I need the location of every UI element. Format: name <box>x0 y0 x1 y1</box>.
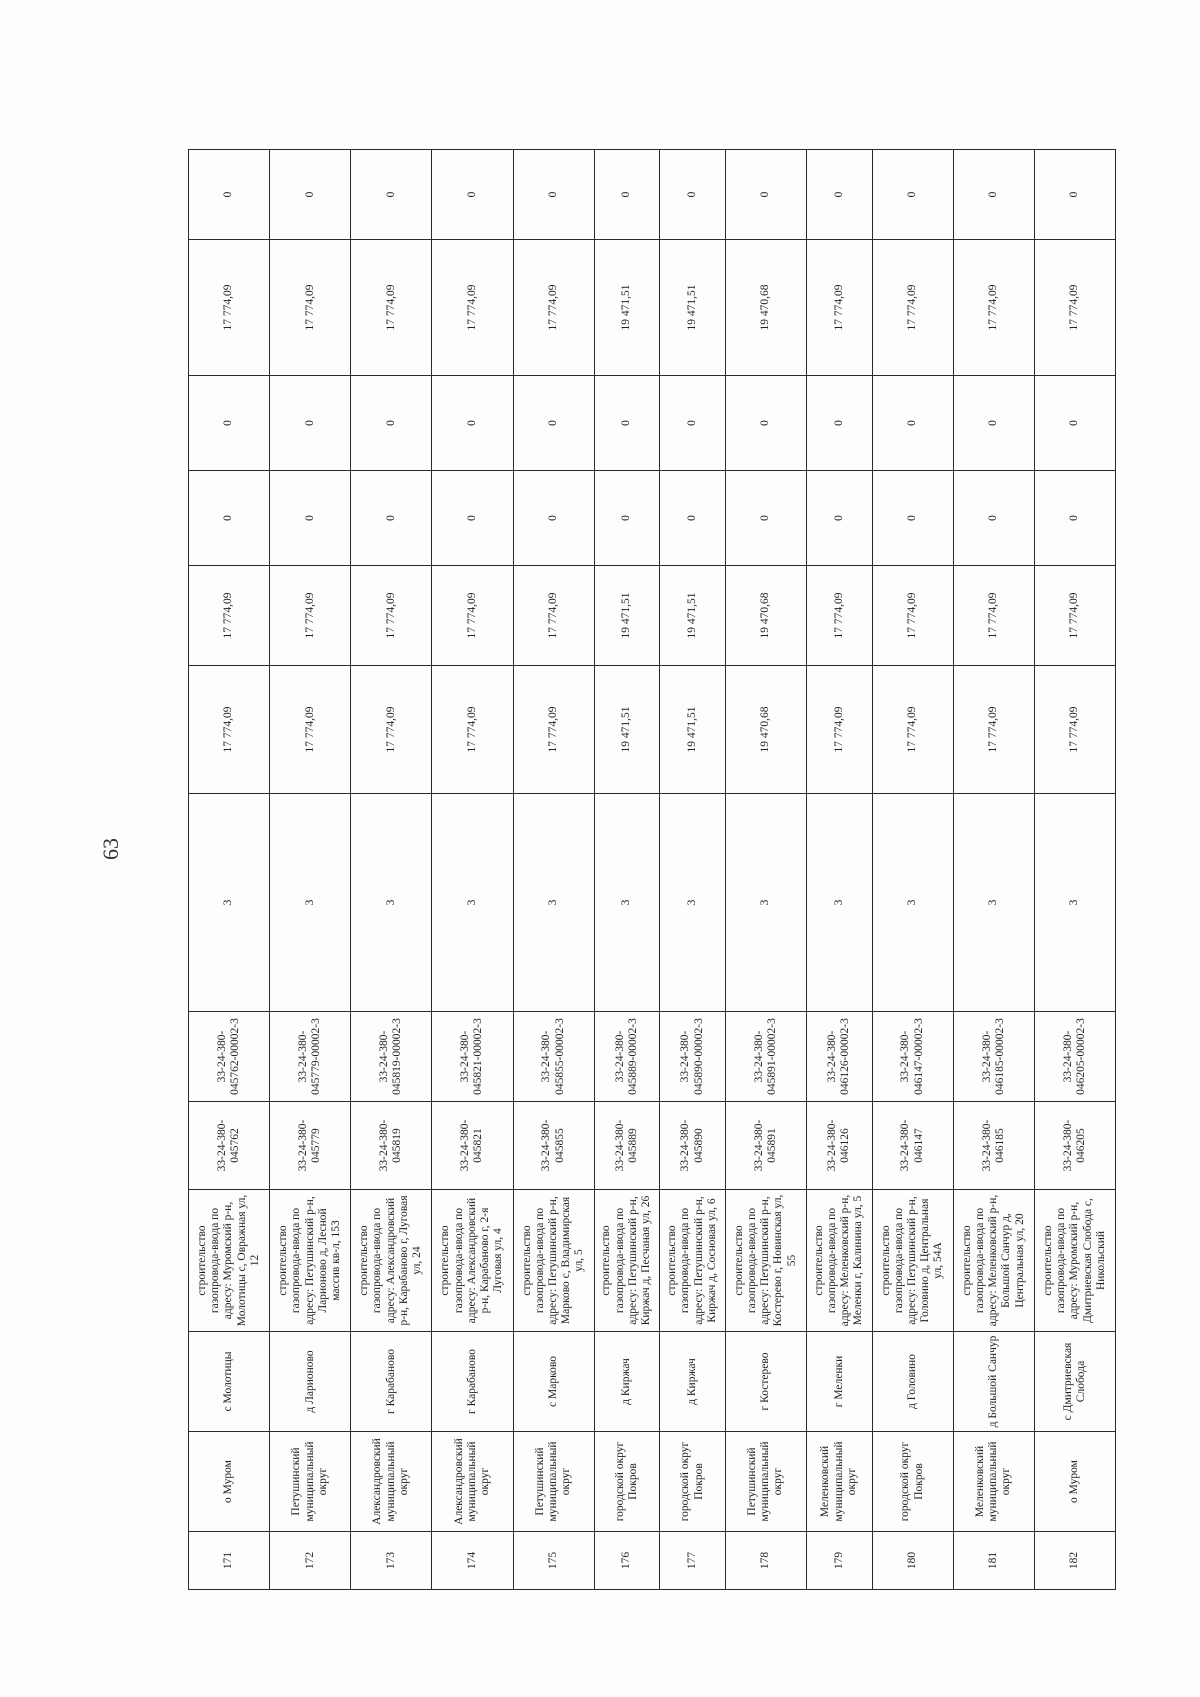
locality-cell: с Марково <box>513 1332 594 1432</box>
municipality-cell: Петушинский муниципальный округ <box>270 1432 351 1532</box>
category-cell: 3 <box>432 794 513 1012</box>
amount-cell: 17 774,09 <box>953 240 1034 376</box>
table-row <box>270 150 351 1590</box>
locality-cell: д Киржач <box>660 1332 726 1432</box>
application-id-cell: 33-24-380-046147-00002-3 <box>872 1012 953 1102</box>
category-cell: 3 <box>953 794 1034 1012</box>
category-cell: 3 <box>725 794 806 1012</box>
row-number-cell: 175 <box>513 1532 594 1590</box>
amount-cell: 19 471,51 <box>660 566 726 666</box>
category-cell: 3 <box>351 794 432 1012</box>
amount-cell: 17 774,09 <box>513 666 594 794</box>
application-id-cell: 33-24-380-045819-00002-3 <box>351 1012 432 1102</box>
zero-value-cell: 0 <box>594 376 660 471</box>
amount-cell: 19 471,51 <box>594 566 660 666</box>
zero-value-cell: 0 <box>872 471 953 566</box>
table-row <box>660 150 726 1590</box>
zero-value-cell: 0 <box>1034 376 1115 471</box>
description-cell: строительство газопровода-ввода по адресу: Меленковский р-н, Большой Санчур д, Центральная ул, 20 <box>953 1190 1034 1332</box>
amount-cell: 17 774,09 <box>806 240 872 376</box>
zero-value-cell: 0 <box>594 471 660 566</box>
amount-cell: 17 774,09 <box>270 566 351 666</box>
description-cell: строительство газопровода-ввода по адресу: Петушинский р-н, Головино д, Центральная ул, 54А <box>872 1190 953 1332</box>
category-cell: 3 <box>270 794 351 1012</box>
zero-value-cell: 0 <box>432 376 513 471</box>
amount-cell: 17 774,09 <box>270 666 351 794</box>
row-number-cell: 173 <box>351 1532 432 1590</box>
zero-value-cell: 0 <box>725 471 806 566</box>
municipality-cell: Петушинский муниципальный округ <box>513 1432 594 1532</box>
amount-cell: 17 774,09 <box>189 566 270 666</box>
amount-cell: 17 774,09 <box>351 240 432 376</box>
gas-connection-register-table <box>188 149 1116 1590</box>
amount-cell: 17 774,09 <box>1034 240 1115 376</box>
table-row <box>594 150 660 1590</box>
application-id-cell: 33-24-380-045762-00002-3 <box>189 1012 270 1102</box>
amount-cell: 17 774,09 <box>953 566 1034 666</box>
description-cell: строительство газопровода-ввода по адресу: Петушинский р-н, Костерево г, Новинская ул, 55 <box>725 1190 806 1332</box>
cadastral-id-cell: 33-24-380-046205 <box>1034 1102 1115 1190</box>
locality-cell: г Карабаново <box>351 1332 432 1432</box>
description-cell: строительство газопровода-ввода по адресу: Петушинский р-н, Киржач д, Песчаная ул, 26 <box>594 1190 660 1332</box>
zero-value-cell: 0 <box>189 376 270 471</box>
zero-value-cell: 0 <box>1034 471 1115 566</box>
description-cell: строительство газопровода-ввода по адресу: Муромский р-н, Дмитриевская Слобода с, Никольский <box>1034 1190 1115 1332</box>
cadastral-id-cell: 33-24-380-045762 <box>189 1102 270 1190</box>
cadastral-id-cell: 33-24-380-045890 <box>660 1102 726 1190</box>
amount-cell: 19 471,51 <box>660 240 726 376</box>
row-number-cell: 174 <box>432 1532 513 1590</box>
zero-value-cell: 0 <box>189 471 270 566</box>
amount-cell: 17 774,09 <box>189 666 270 794</box>
category-cell: 3 <box>872 794 953 1012</box>
amount-cell: 19 470,68 <box>725 666 806 794</box>
zero-value-cell: 0 <box>432 471 513 566</box>
table-row <box>189 150 270 1590</box>
zero-value-cell: 0 <box>594 150 660 240</box>
description-cell: строительство газопровода-ввода по адресу: Меленковский р-н, Меленки г, Калинина ул, 5 <box>806 1190 872 1332</box>
locality-cell: д Большой Санчур <box>953 1332 1034 1432</box>
zero-value-cell: 0 <box>806 150 872 240</box>
row-number-cell: 180 <box>872 1532 953 1590</box>
municipality-cell: о Муром <box>1034 1432 1115 1532</box>
zero-value-cell: 0 <box>432 150 513 240</box>
category-cell: 3 <box>806 794 872 1012</box>
table-row <box>725 150 806 1590</box>
cadastral-id-cell: 33-24-380-045779 <box>270 1102 351 1190</box>
municipality-cell: Александровский муниципальный округ <box>351 1432 432 1532</box>
amount-cell: 17 774,09 <box>270 240 351 376</box>
cadastral-id-cell: 33-24-380-045891 <box>725 1102 806 1190</box>
application-id-cell: 33-24-380-045890-00002-3 <box>660 1012 726 1102</box>
table-row <box>953 150 1034 1590</box>
municipality-cell: Меленковский муниципальный округ <box>806 1432 872 1532</box>
application-id-cell: 33-24-380-045821-00002-3 <box>432 1012 513 1102</box>
zero-value-cell: 0 <box>725 150 806 240</box>
zero-value-cell: 0 <box>270 471 351 566</box>
municipality-cell: Меленковский муниципальный округ <box>953 1432 1034 1532</box>
amount-cell: 19 470,68 <box>725 566 806 666</box>
zero-value-cell: 0 <box>1034 150 1115 240</box>
table-row <box>1034 150 1115 1590</box>
cadastral-id-cell: 33-24-380-045821 <box>432 1102 513 1190</box>
rotated-table-container <box>188 150 1116 1590</box>
amount-cell: 19 471,51 <box>660 666 726 794</box>
description-cell: строительство газопровода-ввода по адресу: Петушинский р-н, Киржач д, Сосновая ул, 6 <box>660 1190 726 1332</box>
application-id-cell: 33-24-380-046185-00002-3 <box>953 1012 1034 1102</box>
row-number-cell: 171 <box>189 1532 270 1590</box>
amount-cell: 17 774,09 <box>872 566 953 666</box>
application-id-cell: 33-24-380-046205-00002-3 <box>1034 1012 1115 1102</box>
zero-value-cell: 0 <box>189 150 270 240</box>
category-cell: 3 <box>513 794 594 1012</box>
municipality-cell: о Муром <box>189 1432 270 1532</box>
amount-cell: 19 471,51 <box>594 240 660 376</box>
zero-value-cell: 0 <box>953 376 1034 471</box>
zero-value-cell: 0 <box>513 376 594 471</box>
table-row <box>351 150 432 1590</box>
zero-value-cell: 0 <box>513 471 594 566</box>
row-number-cell: 172 <box>270 1532 351 1590</box>
description-cell: строительство газопровода-ввода по адресу: Петушинский р-н, Ларионово д, Лесной массив кв-л, 153 <box>270 1190 351 1332</box>
zero-value-cell: 0 <box>872 376 953 471</box>
zero-value-cell: 0 <box>270 376 351 471</box>
cadastral-id-cell: 33-24-380-045889 <box>594 1102 660 1190</box>
cadastral-id-cell: 33-24-380-046126 <box>806 1102 872 1190</box>
locality-cell: г Меленки <box>806 1332 872 1432</box>
amount-cell: 17 774,09 <box>806 566 872 666</box>
amount-cell: 19 471,51 <box>594 666 660 794</box>
amount-cell: 17 774,09 <box>432 666 513 794</box>
amount-cell: 17 774,09 <box>953 666 1034 794</box>
zero-value-cell: 0 <box>270 150 351 240</box>
description-cell: строительство газопровода-ввода по адресу: Александровский р-н, Карабаново г, 2-я Луговая ул, 4 <box>432 1190 513 1332</box>
category-cell: 3 <box>1034 794 1115 1012</box>
amount-cell: 17 774,09 <box>513 566 594 666</box>
table-row <box>872 150 953 1590</box>
description-cell: строительство газопровода-ввода по адресу: Петушинский р-н, Марково с, Владимирская ул, 5 <box>513 1190 594 1332</box>
row-number-cell: 179 <box>806 1532 872 1590</box>
amount-cell: 17 774,09 <box>806 666 872 794</box>
locality-cell: д Головино <box>872 1332 953 1432</box>
application-id-cell: 33-24-380-045855-00002-3 <box>513 1012 594 1102</box>
zero-value-cell: 0 <box>806 376 872 471</box>
municipality-cell: городской округ Покров <box>872 1432 953 1532</box>
category-cell: 3 <box>594 794 660 1012</box>
amount-cell: 17 774,09 <box>872 240 953 376</box>
cadastral-id-cell: 33-24-380-045855 <box>513 1102 594 1190</box>
application-id-cell: 33-24-380-045779-00002-3 <box>270 1012 351 1102</box>
zero-value-cell: 0 <box>660 471 726 566</box>
page-number: 63 <box>98 838 123 860</box>
zero-value-cell: 0 <box>725 376 806 471</box>
cadastral-id-cell: 33-24-380-045819 <box>351 1102 432 1190</box>
locality-cell: с Молотицы <box>189 1332 270 1432</box>
zero-value-cell: 0 <box>351 376 432 471</box>
application-id-cell: 33-24-380-045889-00002-3 <box>594 1012 660 1102</box>
amount-cell: 17 774,09 <box>872 666 953 794</box>
category-cell: 3 <box>660 794 726 1012</box>
table-row <box>432 150 513 1590</box>
table-row <box>513 150 594 1590</box>
amount-cell: 17 774,09 <box>351 666 432 794</box>
amount-cell: 17 774,09 <box>1034 666 1115 794</box>
amount-cell: 17 774,09 <box>351 566 432 666</box>
zero-value-cell: 0 <box>660 376 726 471</box>
zero-value-cell: 0 <box>660 150 726 240</box>
description-cell: строительство газопровода-ввода по адресу: Муромский р-н, Молотицы с, Овражная ул, 12 <box>189 1190 270 1332</box>
municipality-cell: городской округ Покров <box>660 1432 726 1532</box>
zero-value-cell: 0 <box>351 150 432 240</box>
locality-cell: г Костерево <box>725 1332 806 1432</box>
locality-cell: г Карабаново <box>432 1332 513 1432</box>
cadastral-id-cell: 33-24-380-046185 <box>953 1102 1034 1190</box>
locality-cell: д Ларионово <box>270 1332 351 1432</box>
zero-value-cell: 0 <box>351 471 432 566</box>
amount-cell: 17 774,09 <box>432 566 513 666</box>
category-cell: 3 <box>189 794 270 1012</box>
table-body <box>189 150 1116 1590</box>
application-id-cell: 33-24-380-046126-00002-3 <box>806 1012 872 1102</box>
amount-cell: 19 470,68 <box>725 240 806 376</box>
row-number-cell: 181 <box>953 1532 1034 1590</box>
locality-cell: с Дмитриевская Слобода <box>1034 1332 1115 1432</box>
zero-value-cell: 0 <box>513 150 594 240</box>
application-id-cell: 33-24-380-045891-00002-3 <box>725 1012 806 1102</box>
amount-cell: 17 774,09 <box>1034 566 1115 666</box>
locality-cell: д Киржач <box>594 1332 660 1432</box>
row-number-cell: 178 <box>725 1532 806 1590</box>
amount-cell: 17 774,09 <box>513 240 594 376</box>
zero-value-cell: 0 <box>953 471 1034 566</box>
description-cell: строительство газопровода-ввода по адресу: Александровский р-н, Карабаново г, Луговая ул, 24 <box>351 1190 432 1332</box>
zero-value-cell: 0 <box>806 471 872 566</box>
table-row <box>806 150 872 1590</box>
cadastral-id-cell: 33-24-380-046147 <box>872 1102 953 1190</box>
amount-cell: 17 774,09 <box>432 240 513 376</box>
zero-value-cell: 0 <box>953 150 1034 240</box>
row-number-cell: 182 <box>1034 1532 1115 1590</box>
zero-value-cell: 0 <box>872 150 953 240</box>
municipality-cell: Александровский муниципальный округ <box>432 1432 513 1532</box>
row-number-cell: 176 <box>594 1532 660 1590</box>
municipality-cell: городской округ Покров <box>594 1432 660 1532</box>
amount-cell: 17 774,09 <box>189 240 270 376</box>
municipality-cell: Петушинский муниципальный округ <box>725 1432 806 1532</box>
row-number-cell: 177 <box>660 1532 726 1590</box>
